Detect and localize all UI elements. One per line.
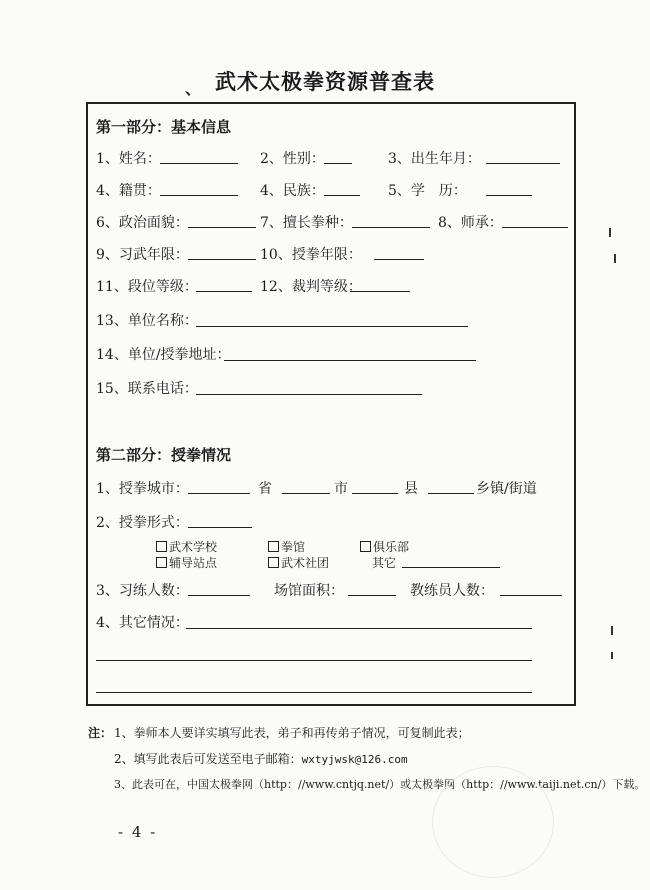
teaching-form-field[interactable] xyxy=(188,527,252,528)
checkbox-icon[interactable] xyxy=(156,541,167,552)
rank-label: 11、段位等级： xyxy=(96,279,198,295)
phone-field[interactable] xyxy=(196,394,422,395)
students-label: 3、习练人数： xyxy=(96,583,189,599)
city-label: 市 xyxy=(334,481,348,497)
unit-name-label: 13、单位名称： xyxy=(96,313,198,329)
unit-address-label: 14、单位/授拳地址： xyxy=(96,347,231,363)
notes-prefix: 注： xyxy=(88,726,113,740)
note-3: 3、此表可在，中国太极拳网（http：//www.cntjq.net/）或太极拳网（http：//www.taiji.net.cn/）下载。 xyxy=(114,778,646,791)
coaches-field[interactable] xyxy=(500,595,562,596)
referee-field[interactable] xyxy=(350,291,410,292)
venue-area-label: 场馆面积： xyxy=(274,583,344,599)
teaching-city-label: 1、授拳城市： xyxy=(96,481,189,497)
section1-heading: 第一部分：基本信息 xyxy=(96,118,232,136)
province-field[interactable] xyxy=(188,493,250,494)
origin-label: 4、籍贯： xyxy=(96,183,161,199)
checkbox-icon[interactable] xyxy=(156,557,167,568)
specialty-field[interactable] xyxy=(352,227,430,228)
ethnicity-field[interactable] xyxy=(324,195,360,196)
other-info-line-1[interactable] xyxy=(186,628,532,629)
other-info-label: 4、其它情况： xyxy=(96,615,189,631)
county-field[interactable] xyxy=(352,493,398,494)
years-teaching-label: 10、授拳年限： xyxy=(260,247,362,263)
birth-label: 3、出生年月： xyxy=(388,151,481,167)
venue-area-field[interactable] xyxy=(348,595,396,596)
option-martial-school[interactable] xyxy=(156,538,217,555)
specialty-label: 7、擅长拳种： xyxy=(260,215,353,231)
survey-form-box xyxy=(86,102,576,706)
note-1: 1、拳师本人要详实填写此表，弟子和再传弟子情况，可复制此表； xyxy=(114,726,470,740)
origin-field[interactable] xyxy=(160,195,238,196)
option-martial-society-label: 武术社团 xyxy=(281,556,330,570)
education-field[interactable] xyxy=(486,195,532,196)
ethnicity-label: 4、民族： xyxy=(260,183,325,199)
option-club-label: 俱乐部 xyxy=(373,540,410,554)
name-field[interactable] xyxy=(160,163,238,164)
name-label: 1、姓名： xyxy=(96,151,161,167)
option-gym-label: 拳馆 xyxy=(281,540,306,554)
checkbox-icon[interactable] xyxy=(268,557,279,568)
years-practice-label: 9、习武年限： xyxy=(96,247,189,263)
politics-field[interactable] xyxy=(188,227,256,228)
years-teaching-field[interactable] xyxy=(374,259,424,260)
gender-label: 2、性别： xyxy=(260,151,325,167)
years-practice-field[interactable] xyxy=(188,259,256,260)
master-field[interactable] xyxy=(502,227,568,228)
birth-field[interactable] xyxy=(486,163,560,164)
option-club[interactable] xyxy=(360,538,409,555)
scan-edge-mark xyxy=(609,228,611,237)
option-martial-society[interactable] xyxy=(268,554,329,571)
option-tutoring-site[interactable] xyxy=(156,554,217,571)
students-field[interactable] xyxy=(188,595,250,596)
option-other-field[interactable] xyxy=(402,567,500,568)
gender-field[interactable] xyxy=(324,163,352,164)
other-info-line-3[interactable] xyxy=(96,692,532,693)
rank-field[interactable] xyxy=(196,291,252,292)
town-label: 乡镇/街道 xyxy=(476,481,537,497)
page-number: - 4 - xyxy=(118,823,158,841)
scan-edge-mark xyxy=(611,652,613,659)
unit-name-field[interactable] xyxy=(196,326,468,327)
education-label: 5、学 历： xyxy=(388,183,467,199)
master-label: 8、师承： xyxy=(438,215,503,231)
province-label: 省 xyxy=(258,481,272,497)
page-title: 武术太极拳资源普查表 xyxy=(215,69,435,94)
note-2-text: 2、填写此表后可发送至电子邮箱： xyxy=(114,752,302,766)
coaches-label: 教练员人数： xyxy=(410,583,494,599)
option-other-label: 其它 xyxy=(372,556,397,570)
other-info-line-2[interactable] xyxy=(96,660,532,661)
city-field[interactable] xyxy=(282,493,330,494)
scan-edge-mark xyxy=(611,626,613,635)
option-martial-school-label: 武术学校 xyxy=(169,540,218,554)
unit-address-field[interactable] xyxy=(224,360,476,361)
teaching-form-label: 2、授拳形式： xyxy=(96,515,189,531)
referee-label: 12、裁判等级： xyxy=(260,279,362,295)
politics-label: 6、政治面貌： xyxy=(96,215,189,231)
option-tutoring-site-label: 辅导站点 xyxy=(169,556,218,570)
checkbox-icon[interactable] xyxy=(360,541,371,552)
email-address[interactable]: wxtyjwsk@126.com xyxy=(301,753,408,766)
town-field[interactable] xyxy=(428,493,474,494)
option-gym[interactable] xyxy=(268,538,305,555)
checkbox-icon[interactable] xyxy=(268,541,279,552)
title-dot: 、 xyxy=(185,79,202,98)
county-label: 县 xyxy=(404,481,418,497)
section2-heading: 第二部分：授拳情况 xyxy=(96,446,232,464)
phone-label: 15、联系电话： xyxy=(96,381,198,397)
scan-edge-mark xyxy=(614,254,616,263)
faint-stamp-mark xyxy=(432,766,554,878)
note-2 xyxy=(114,750,408,767)
